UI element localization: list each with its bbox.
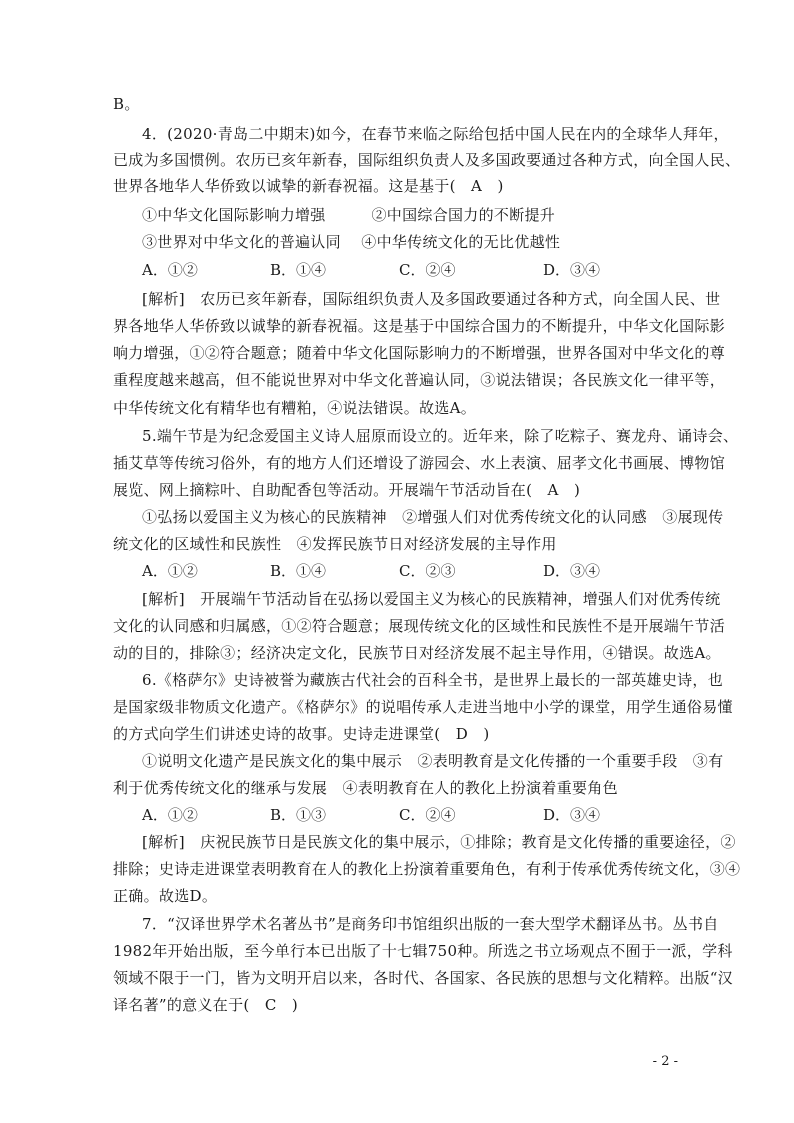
question-6-statements: ①说明文化遗产是民族文化的集中展示 ②表明教育是文化传播的一个重要手段 ③有 — [142, 752, 724, 770]
text-line: 利于优秀传统文化的继承与发展 ④表明教育在人的教化上扮演着重要角色 — [113, 779, 618, 797]
option-b: B．①④ — [270, 562, 327, 580]
text-line: 的方式向学生们讲述史诗的故事。史诗走进课堂( D ) — [113, 725, 490, 743]
explanation-6: [解析] 庆祝民族节日是民族文化的集中展示，①排除；教育是文化传播的重要途径，② — [142, 833, 736, 851]
option-c: C．②④ — [399, 806, 456, 824]
option-c: C．②④ — [399, 261, 456, 279]
question-5-statements: ①弘扬以爱国主义为核心的民族精神 ②增强人们对优秀传统文化的认同感 ③展现传 — [142, 508, 724, 526]
page-number: - 2 - — [652, 1054, 678, 1069]
text-line: 译名著”的意义在于( C ) — [113, 996, 299, 1014]
text-line: 插艾草等传统习俗外，有的地方人们还增设了游园会、水上表演、屈孝文化书画展、博物馆 — [113, 454, 726, 472]
text-line: 是国家级非物质文化遗产。《格萨尔》的说唱传承人走进当地中小学的课堂，用学生通俗易懂 — [113, 698, 733, 716]
option-a: A．①② — [142, 261, 198, 279]
text-line: 统文化的区域性和民族性 ④发挥民族节日对经济发展的主导作用 — [113, 535, 557, 553]
text-line: 1982年开始出版，至今单行本已出版了十七辑750种。所选之书立场观点不囿于一派，学科 — [113, 942, 733, 960]
text-line: B。 — [113, 95, 140, 113]
question-4-statements: ①中华文化国际影响力增强 ②中国综合国力的不断提升 — [142, 206, 556, 224]
question-4-stem: 4．(2020·青岛二中期末)如今，在春节来临之际给包括中国人民在内的全球华人拜年， — [142, 125, 729, 143]
text-line: 文化的认同感和归属感，①②符合题意；展现传统文化的区域性和民族性不是开展端午节活 — [113, 617, 726, 635]
text-line: 正确。故选D。 — [113, 887, 218, 905]
option-a: A．①② — [142, 562, 198, 580]
text-line: 世界各地华人华侨致以诚挚的新春祝福。这是基于( A ) — [113, 177, 504, 195]
text-line: 展览、网上摘粽叶、自助配香包等活动。开展端午节活动旨在( A ) — [113, 481, 581, 499]
text-line: 界各地华人华侨致以诚挚的新春祝福。这是基于中国综合国力的不断提升，中华文化国际影 — [113, 317, 726, 335]
text-line: 响力增强，①②符合题意；随着中华文化国际影响力的不断增强，世界各国对中华文化的尊 — [113, 344, 726, 362]
text-line: 已成为多国惯例。农历已亥年新春，国际组织负责人及多国政要通过各种方式，向全国人民、 — [113, 151, 741, 169]
option-d: D．③④ — [543, 806, 601, 824]
explanation-5: [解析] 开展端午节活动旨在弘扬以爱国主义为核心的民族精神，增强人们对优秀传统 — [142, 590, 721, 608]
text-line: 动的目的，排除③；经济决定文化，民族节日对经济发展不起主导作用，④错误。故选A。 — [113, 644, 721, 662]
option-b: B．①④ — [270, 261, 327, 279]
question-6-stem: 6.《格萨尔》史诗被誉为藏族古代社会的百科全书，是世界上最长的一部英雄史诗，也 — [142, 671, 724, 689]
option-d: D．③④ — [543, 562, 601, 580]
text-line: 排除；史诗走进课堂表明教育在人的教化上扮演着重要角色，有利于传承优秀传统文化，③④ — [113, 860, 741, 878]
option-a: A．①② — [142, 806, 198, 824]
question-4-statements: ③世界对中华文化的普遍认同 ④中华传统文化的无比优越性 — [142, 233, 561, 251]
question-7-stem: 7．“汉译世界学术名著丛书”是商务印书馆组织出版的一套大型学术翻译丛书。丛书自 — [142, 915, 719, 933]
text-line: 领域不限于一门，皆为文明开启以来，各时代、各国家、各民族的思想与文化精粹。出版“汉 — [113, 969, 733, 987]
text-line: 重程度越来越高，但不能说世界对中华文化普遍认同，③说法错误；各民族文化一律平等， — [113, 371, 726, 389]
option-b: B．①③ — [270, 806, 327, 824]
text-line: 中华传统文化有精华也有糟粕，④说法错误。故选A。 — [113, 399, 477, 417]
option-c: C．②③ — [399, 562, 456, 580]
question-5-stem: 5.端午节是为纪念爱国主义诗人屈原而设立的。近年来，除了吃粽子、赛龙舟、诵诗会、 — [142, 427, 739, 445]
explanation-4: [解析] 农历已亥年新春，国际组织负责人及多国政要通过各种方式，向全国人民、世 — [142, 290, 721, 308]
option-d: D．③④ — [543, 261, 601, 279]
